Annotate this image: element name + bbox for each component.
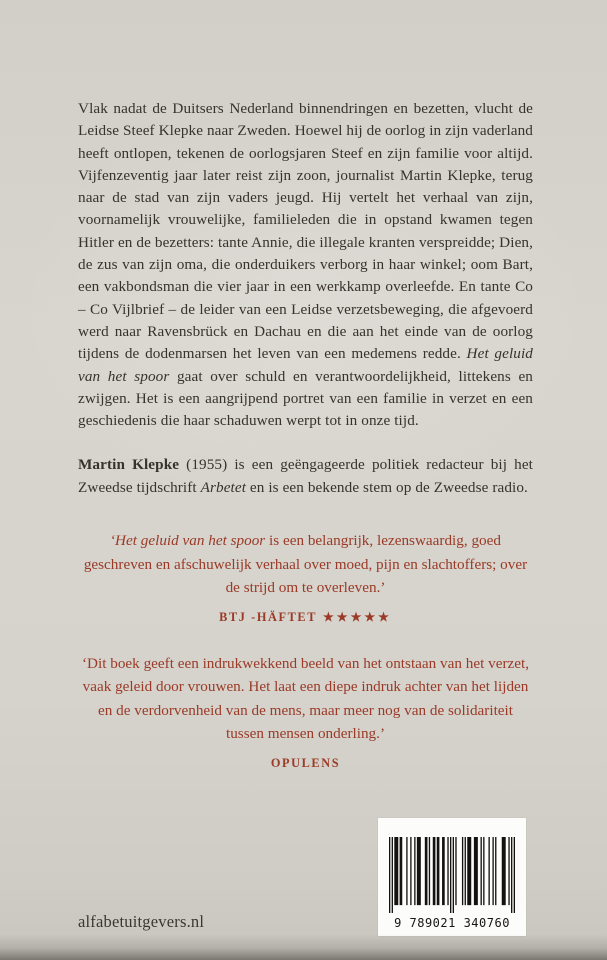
- author-bio-paragraph: [78, 454, 533, 499]
- star-rating: ★★★★★: [323, 609, 392, 624]
- page-bottom-shadow: [0, 934, 607, 960]
- review-quote-text: ‘Dit boek geeft een indrukwekkend beeld van het ontstaan van het verzet, vaak geleid door vrouwen. Het laat een diepe indruk achter van het lijden en de verdorvenheid van de mens, maar meer nog van de solidariteit tussen mensen onderling.’: [81, 654, 529, 743]
- author-name: Martin Klepke: [78, 456, 180, 474]
- review-source: BTJ -HÄFTET: [219, 609, 318, 624]
- synopsis-text: gaat over schuld en verantwoordelijkheid, littekens en zwijgen. Het is een aangrijpend portret van een familie in verzet en een geschiedenis die haar schaduwen werpt tot in onze tijd.: [78, 367, 533, 430]
- synopsis-paragraph: [78, 98, 533, 432]
- review-quote-rest: is een belangrijk, lezenswaardig, goed geschreven en afschuwelijk verhaal over moed, pijn en slachtoffers; over de strijd om te overleven.’: [83, 532, 528, 597]
- isbn-number: 9 789021 340760: [394, 916, 510, 930]
- author-bio-text: (1955) is een geëngageerde politiek redacteur bij het Zweedse tijdschrift: [78, 456, 533, 496]
- barcode: [378, 818, 526, 936]
- review-attribution: [78, 610, 533, 625]
- review-attribution: [78, 756, 533, 771]
- barcode-bars-icon: [389, 837, 515, 913]
- synopsis-text: Vlak nadat de Duitsers Nederland binnendringen en bezetten, vlucht de Leidse Steef Klepke naar Zweden. Hoewel hij de oorlog in zijn vaderland heeft ontlopen, tekenen de oorlogsjaren Steef en zijn familie voor altijd. Vijfenzeventig jaar later reist zijn zoon, journalist Martin Klepke, terug naar de stad van zijn vaders jeugd. Hij vertelt het verhaal van zijn, voornamelijk vrouwelijke, familieleden die in opstand kwamen tegen Hitler en de bezetters: tante Annie, die illegale kranten verspreidde; Dien, de zus van zijn oma, die onderduikers verborg in haar winkel; oom Bart, een vakbondsman die vier jaar in een werkkamp overleefde. En tante Co – Co Vijlbrief – de leider van een Leidse verzetsbeweging, die afgevoerd werd naar Ravensbrück en Dachau en die aan het einde van de oorlog tijdens de dodenmarsen het leven van een medemens redde.: [78, 100, 533, 363]
- review-quote-1: [78, 529, 533, 625]
- review-quote-2: [78, 652, 533, 771]
- book-title-inline: Het geluid van het spoor: [78, 345, 533, 385]
- publisher-url: alfabetuitgevers.nl: [78, 912, 205, 931]
- author-bio-text: en is een bekende stem op de Zweedse radio.: [246, 478, 528, 496]
- magazine-name: Arbetet: [200, 478, 247, 496]
- book-title-in-quote: ‘Het geluid van het spoor: [110, 532, 266, 550]
- review-source: OPULENS: [270, 755, 341, 770]
- review-quote-text: [83, 529, 528, 600]
